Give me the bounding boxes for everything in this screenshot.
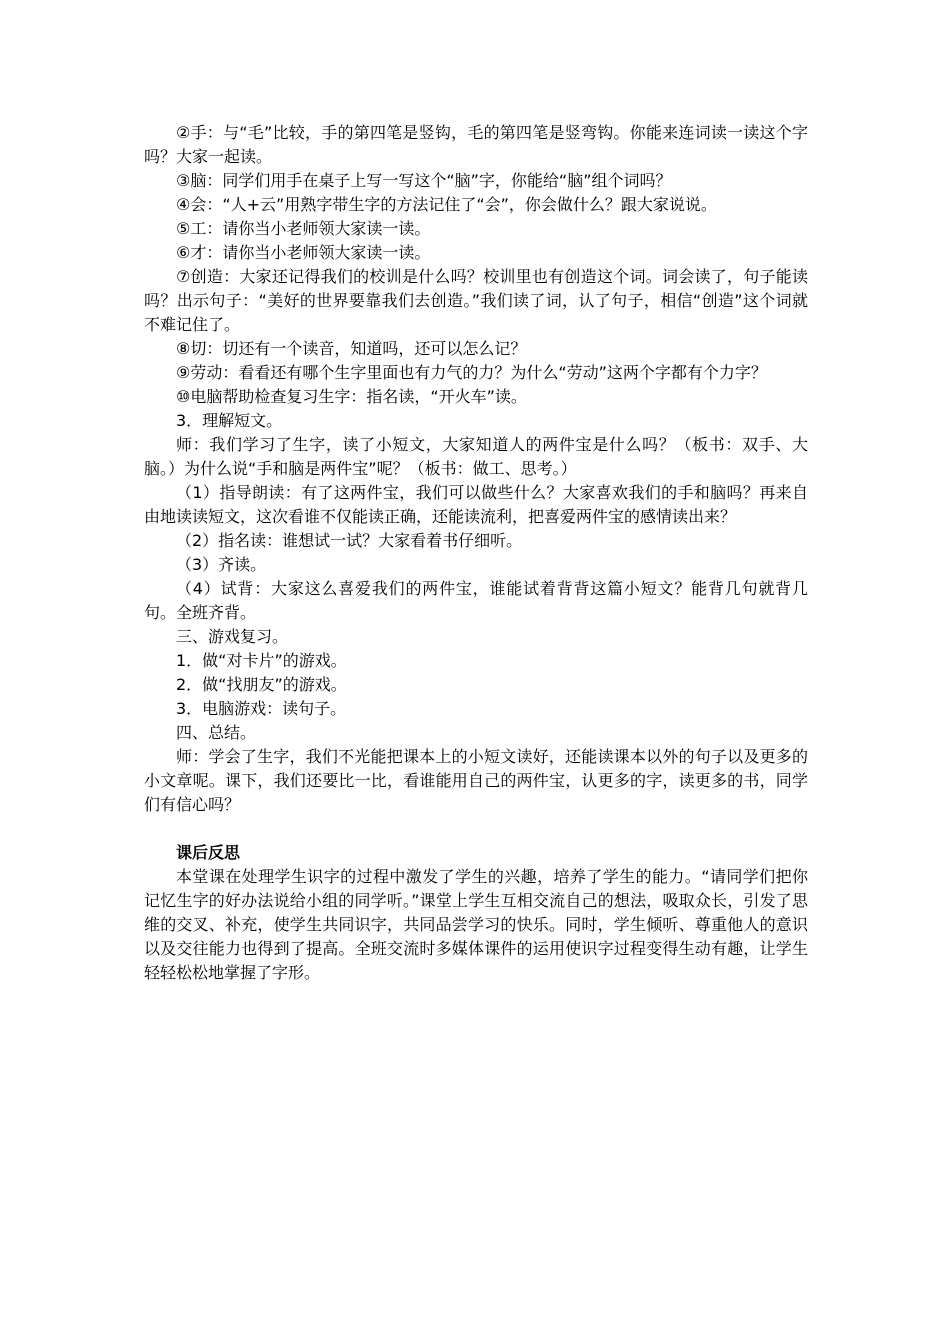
paragraph-brain: ③脑：同学们用手在桌子上写一写这个“脑”字，你能给“脑”组个词吗？ [176,171,672,190]
paragraph-hand: ②手：与“毛”比较，手的第四笔是竖钩，毛的第四笔是竖弯钩。你能来连词读一读这个字吗？大家一起读。 [144,123,808,166]
paragraph-computer-review: ⑩电脑帮助检查复习生字：指名读，“开火车”读。 [176,387,527,406]
section-game-review: 三、游戏复习。 [176,627,289,646]
paragraph-talent: ⑥才：请你当小老师领大家读一读。 [176,243,431,262]
paragraph-cut: ⑧切：切还有一个读音，知道吗，还可以怎么记？ [176,339,527,358]
list-item-computer-game: 3．电脑游戏：读句子。 [176,699,347,718]
list-item-card-game: 1．做“对卡片”的游戏。 [176,651,347,670]
reflection-heading: 课后反思 [176,843,241,862]
paragraph-named-reading: （2）指名读：谁想试一试？大家看着书仔细听。 [176,531,523,550]
paragraph-work: ⑤工：请你当小老师领大家读一读。 [176,219,431,238]
paragraph-can: ④会：“人+云”用熟字带生字的方法记住了“会”，你会做什么？跟大家说说。 [176,195,717,214]
paragraph-teacher-question: 师：我们学习了生字，读了小短文，大家知道人的两件宝是什么吗？（板书：双手、大脑。）为什么说“手和脑是两件宝”呢？（板书：做工、思考。） [144,435,808,478]
spacer [144,817,808,841]
paragraph-labor: ⑨劳动：看看还有哪个生字里面也有力气的力？为什么“劳动”这两个字都有个力字？ [176,363,767,382]
paragraph-group-reading: （3）齐读。 [176,555,267,574]
paragraph-recite: （4）试背：大家这么喜爱我们的两件宝，谁能试着背背这篇小短文？能背几句就背几句。全班齐背。 [144,579,808,622]
list-item-friend-game: 2．做“找朋友”的游戏。 [176,675,347,694]
reflection-body: 本堂课在处理学生识字的过程中激发了学生的兴趣，培养了学生的能力。“请同学们把你记忆生字的好办法说给小组的同学听。”课堂上学生互相交流自己的想法，吸取众长，引发了思维的交叉、补充，使学生共同识字，共同品尝学习的快乐。同时，学生倾听、尊重他人的意识以及交往能力也得到了提高。全班交流时多媒体课件的运用使识字过程变得生动有趣，让学生轻轻松松地掌握了字形。 [144,867,808,982]
document-page [144,121,808,985]
section-summary: 四、总结。 [176,723,257,742]
paragraph-summary: 师：学会了生字，我们不光能把课本上的小短文读好，还能读课本以外的句子以及更多的小文章呢。课下，我们还要比一比，看谁能用自己的两件宝，认更多的字，读更多的书，同学们有信心吗？ [144,747,808,814]
section-understand-text: 3．理解短文。 [176,411,283,430]
paragraph-guided-reading: （1）指导朗读：有了这两件宝，我们可以做些什么？大家喜欢我们的手和脑吗？再来自由地读读短文，这次看谁不仅能读正确，还能读流利，把喜爱两件宝的感情读出来？ [144,483,808,526]
paragraph-create: ⑦创造：大家还记得我们的校训是什么吗？校训里也有创造这个词。词会读了，句子能读吗？出示句子：“美好的世界要靠我们去创造。”我们读了词，认了句子，相信“创造”这个词就不难记住了。 [144,267,808,334]
